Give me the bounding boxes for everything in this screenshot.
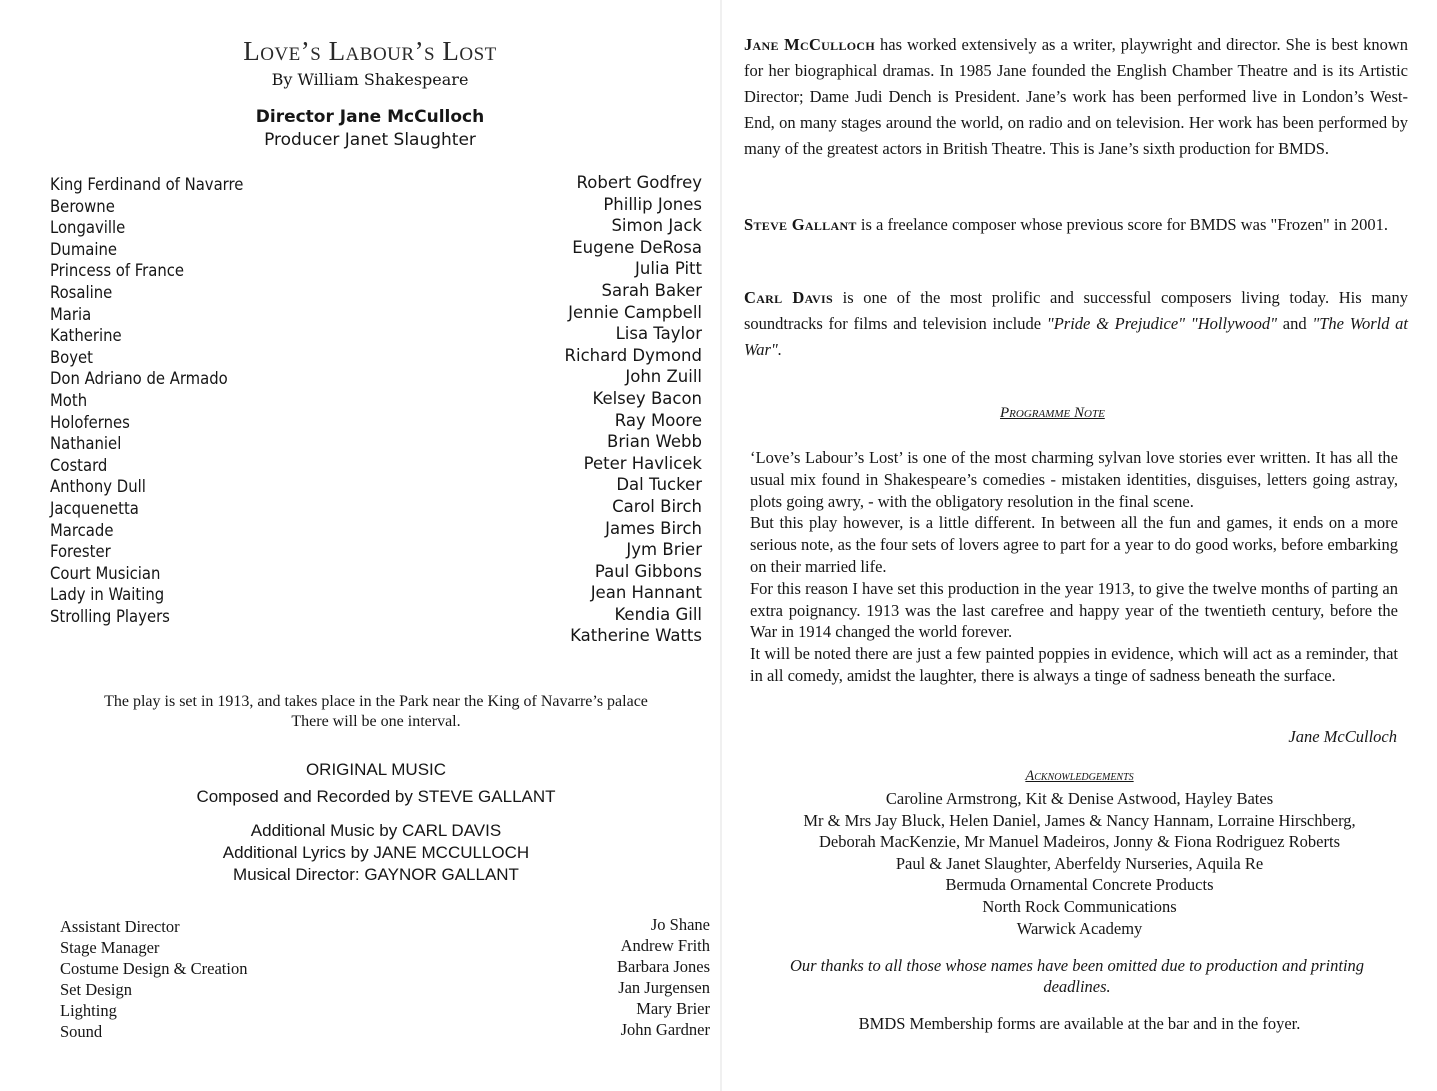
cast-role: Don Adriano de Armado (50, 369, 228, 389)
cast-role: Jacquenetta (50, 498, 139, 518)
music-heading: ORIGINAL MUSIC (305, 760, 447, 779)
cast-role: Maria (50, 304, 92, 324)
cast-actor: Brian Webb (607, 432, 702, 452)
bio-carl-name: Carl Davis (744, 288, 833, 307)
cast-actor: Simon Jack (611, 216, 702, 236)
cast-role: Boyet (50, 347, 93, 367)
cast-actor: Julia Pitt (635, 259, 702, 279)
bio-carl-and: and (1277, 314, 1313, 333)
bio-carl-works: "Pride & Prejudice" "Hollywood" (1046, 314, 1278, 333)
cast-actor: Lisa Taylor (615, 324, 702, 344)
programme-note (750, 447, 1398, 687)
bio-steve (744, 212, 1408, 238)
cast-role: Rosaline (50, 282, 113, 302)
play-title: Love’s Labour’s Lost (243, 36, 497, 66)
crew-role: Sound (60, 1022, 103, 1041)
music-composed: Composed and Recorded by STEVE GALLANT (196, 787, 556, 806)
music-credits (0, 759, 752, 886)
producer-credit: Producer Janet Slaughter (264, 130, 476, 150)
cast-role: Princess of France (50, 261, 185, 281)
signoff: Jane McCulloch (1288, 727, 1397, 746)
cast-actor: Peter Havlicek (583, 453, 702, 473)
cast-role: Berowne (50, 196, 115, 216)
musical-director: Musical Director: GAYNOR GALLANT (233, 865, 519, 884)
cast-role: Court Musician (50, 563, 161, 583)
crew-name: Mary Brier (636, 999, 710, 1018)
bio-jane-name: Jane McCulloch (744, 35, 875, 54)
bio-steve-name: Steve Gallant (744, 215, 857, 234)
ack-line: Mr & Mrs Jay Bluck, Helen Daniel, James & Nancy Hannam, Lorraine Hirschberg, (803, 810, 1356, 830)
setting-note (0, 692, 752, 732)
cast-role: Dumaine (50, 239, 118, 259)
cast-role: Nathaniel (50, 434, 122, 454)
cast-actor: Katherine Watts (570, 626, 702, 646)
crew-name: Andrew Frith (620, 936, 710, 955)
programme-note-paragraph: It will be noted there are just a few painted poppies in evidence, which will act as a reminder, that in all comedy, amidst the laughter, there is always a tinge of sadness beneath the surface. (750, 644, 1398, 685)
programme-note-paragraph: ‘Love’s Labour’s Lost’ is one of the most charming sylvan love stories ever written. It has all the usual mix found in Shakespeare’s comedies - mistaken identities, disguises, letters going astray, plots going awry, - with the obligatory resolution in the final scene. (750, 448, 1398, 511)
ack-line: Paul & Janet Slaughter, Aberfeldy Nurseries, Aquila Re (895, 853, 1264, 873)
ack-line: Bermuda Ornamental Concrete Products (945, 875, 1214, 895)
crew-role: Costume Design & Creation (60, 959, 248, 978)
cast-actor: Jym Brier (626, 540, 702, 560)
bio-carl (744, 285, 1408, 363)
crew-role: Lighting (60, 1001, 117, 1020)
cast-role: Anthony Dull (50, 477, 146, 497)
acknowledgements-list (722, 788, 1437, 939)
cast-role: Longaville (50, 218, 126, 238)
cast-actor: Kendia Gill (614, 604, 702, 624)
bio-jane (744, 32, 1408, 162)
crew-roles-list (60, 916, 247, 1042)
cast-roles-list (50, 174, 243, 627)
cast-actor: Richard Dymond (564, 345, 702, 365)
cast-role: Marcade (50, 520, 114, 540)
cast-actors-list (565, 172, 702, 647)
programme-note-paragraph: For this reason I have set this production in the year 1913, to give the twelve months of parting an extra poignancy. 1913 was the last carefree and happy year of the twentieth century, before the War in 1914 changed the world forever. (750, 578, 1398, 642)
cast-role: Costard (50, 455, 108, 475)
crew-role: Set Design (60, 980, 132, 999)
acknowledgements-heading: Acknowledgements (1025, 768, 1134, 784)
cast-actor: Eugene DeRosa (572, 237, 702, 257)
bio-jane-text: has worked extensively as a writer, playwright and director. She is best known for her biographical dramas. In 1985 Jane founded the English Chamber Theatre and is its Artistic Director; Dame Judi Dench is President. Jane’s work has been performed live in London’s West-End, on many stages around the world, on radio and on television. Her work has been performed by many of the greatest actors in British Theatre. This is Jane’s sixth production for BMDS. (744, 35, 1408, 158)
right-page (722, 0, 1437, 1091)
music-additional: Additional Music by CARL DAVIS (250, 821, 502, 840)
membership-note: BMDS Membership forms are available at the bar and in the foyer. (858, 1014, 1301, 1033)
crew-names-list (617, 914, 710, 1040)
cast-actor: James Birch (605, 518, 702, 538)
director-credit: Director Jane McCulloch (255, 107, 485, 127)
ack-line: North Rock Communications (982, 896, 1177, 916)
crew-name: Jo Shane (650, 915, 710, 934)
cast-actor: Jean Hannant (590, 583, 702, 603)
setting-line: The play is set in 1913, and takes place in the Park near the King of Navarre’s palace (104, 693, 648, 710)
cast-actor: John Zuill (625, 367, 702, 387)
programme-note-paragraph: But this play however, is a little different. In between all the fun and games, it ends on a more serious note, as the four sets of lovers agree to part for a year to do good works, before embarking on their married life. (750, 513, 1398, 576)
cast-role: Lady in Waiting (50, 585, 165, 605)
cast-role: Forester (50, 542, 111, 562)
bio-steve-text: is a freelance composer whose previous score for BMDS was "Frozen" in 2001. (856, 215, 1388, 234)
cast-actor: Kelsey Bacon (592, 388, 702, 408)
author-byline: By William Shakespeare (271, 70, 469, 89)
bio-carl-text: is one of the most prolific and successful composers living today. His many soundtracks for films and television include (744, 288, 1408, 333)
cast-actor: Ray Moore (614, 410, 702, 430)
crew-name: Jan Jurgensen (618, 978, 710, 997)
cast-actor: Jennie Campbell (568, 302, 702, 322)
crew-name: Barbara Jones (616, 957, 710, 976)
crew-name: John Gardner (620, 1020, 710, 1039)
cast-actor: Phillip Jones (603, 194, 702, 214)
ack-line: Deborah MacKenzie, Mr Manuel Madeiros, Jonny & Fiona Rodriguez Roberts (818, 832, 1340, 852)
programme-note-heading: Programme Note (1000, 405, 1105, 421)
thanks-note: Our thanks to all those whose names have been omitted due to production and printing deadlines. (789, 956, 1365, 996)
interval-line: There will be one interval. (291, 713, 461, 730)
crew-role: Assistant Director (60, 917, 180, 936)
cast-actor: Dal Tucker (616, 475, 702, 495)
cast-actor: Carol Birch (612, 496, 702, 516)
cast-actor: Robert Godfrey (576, 173, 702, 192)
cast-role: Strolling Players (50, 606, 170, 626)
lyrics-additional: Additional Lyrics by JANE MCCULLOCH (222, 843, 530, 862)
cast-actor: Sarah Baker (601, 280, 702, 300)
cast-actor: Paul Gibbons (594, 561, 702, 581)
bio-carl-last: "The World at War". (744, 314, 1408, 359)
cast-role: Katherine (50, 326, 122, 346)
ack-line: Warwick Academy (1016, 918, 1143, 938)
cast-role: Holofernes (50, 412, 130, 432)
ack-line: Caroline Armstrong, Kit & Denise Astwood, Hayley Bates (885, 789, 1274, 808)
cast-role: King Ferdinand of Navarre (50, 175, 244, 194)
cast-role: Moth (50, 390, 88, 410)
crew-role: Stage Manager (60, 938, 160, 957)
